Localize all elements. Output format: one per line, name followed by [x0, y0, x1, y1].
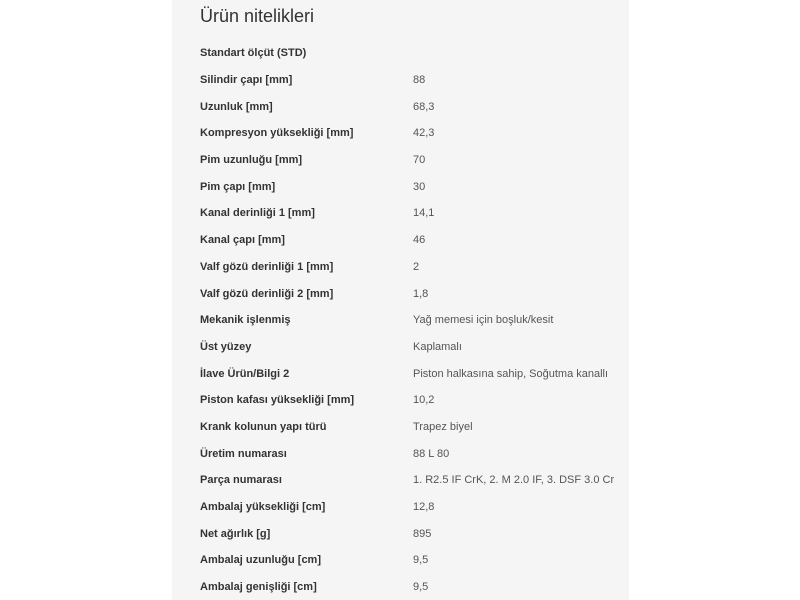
- spec-label: Net ağırlık [g]: [200, 527, 271, 540]
- spec-label: Standart ölçüt (STD): [200, 47, 307, 60]
- spec-row: [200, 574, 620, 600]
- spec-value: 30: [413, 180, 426, 193]
- spec-row: [200, 334, 620, 361]
- spec-label: Pim uzunluğu [mm]: [200, 154, 303, 167]
- spec-row: [200, 227, 620, 254]
- spec-row: [200, 547, 620, 574]
- spec-label: Kanal çapı [mm]: [200, 234, 285, 247]
- spec-row: [200, 93, 620, 120]
- spec-value: Trapez biyel: [413, 420, 473, 433]
- spec-row: [200, 440, 620, 467]
- spec-row: [200, 414, 620, 441]
- spec-row: [200, 173, 620, 200]
- spec-label: Uzunluk [mm]: [200, 100, 273, 113]
- spec-value: 88: [413, 74, 426, 87]
- spec-row: [200, 494, 620, 521]
- spec-value: 14,1: [413, 207, 435, 220]
- spec-value: 1. R2.5 IF CrK, 2. M 2.0 IF, 3. DSF 3.0 Cr: [413, 474, 615, 487]
- spec-value: 10,2: [413, 394, 435, 407]
- spec-row: [200, 360, 620, 387]
- spec-value: 68,3: [413, 100, 435, 113]
- spec-row: [200, 467, 620, 494]
- spec-label: Pim çapı [mm]: [200, 180, 276, 193]
- spec-label: Ambalaj yüksekliği [cm]: [200, 501, 326, 514]
- spec-label: Kompresyon yüksekliği [mm]: [200, 127, 354, 140]
- spec-value: 42,3: [413, 127, 435, 140]
- spec-label: Krank kolunun yapı türü: [200, 420, 327, 433]
- spec-label: Valf gözü derinliği 1 [mm]: [200, 260, 334, 273]
- spec-row: [200, 147, 620, 174]
- spec-label: İlave Ürün/Bilgi 2: [200, 367, 290, 380]
- spec-row: [200, 307, 620, 334]
- spec-value: 88 L 80: [413, 447, 450, 460]
- spec-row: [200, 200, 620, 227]
- spec-label: Ambalaj genişliği [cm]: [200, 581, 317, 594]
- spec-value: 12,8: [413, 501, 435, 514]
- spec-row: [200, 387, 620, 414]
- spec-row: [200, 520, 620, 547]
- section-title: Ürün nitelikleri: [200, 6, 315, 26]
- spec-value: 70: [413, 154, 426, 167]
- spec-label: Valf gözü derinliği 2 [mm]: [200, 287, 334, 300]
- spec-label: Piston kafası yüksekliği [mm]: [200, 394, 355, 407]
- spec-row: [200, 67, 620, 94]
- spec-value: 895: [413, 527, 432, 540]
- spec-value: Kaplamalı: [413, 340, 462, 353]
- spec-value: Yağ memesi için boşluk/kesit: [413, 314, 554, 327]
- spec-table: [200, 40, 620, 600]
- spec-label: Parça numarası: [200, 474, 282, 487]
- spec-value: Piston halkasına sahip, Soğutma kanallı: [413, 367, 609, 380]
- spec-label: Üst yüzey: [200, 340, 252, 353]
- spec-value: 2: [413, 260, 420, 273]
- spec-value: 9,5: [413, 554, 429, 567]
- spec-label: Ambalaj uzunluğu [cm]: [200, 554, 321, 567]
- spec-label: Mekanik işlenmiş: [200, 314, 291, 327]
- spec-value: 46: [413, 234, 426, 247]
- spec-label: Silindir çapı [mm]: [200, 74, 293, 87]
- spec-value: 1,8: [413, 287, 429, 300]
- spec-row: [200, 280, 620, 307]
- spec-row: [200, 120, 620, 147]
- spec-value: 9,5: [413, 581, 429, 594]
- spec-label: Üretim numarası: [200, 447, 287, 460]
- spec-label: Kanal derinliği 1 [mm]: [200, 207, 315, 220]
- spec-row: [200, 40, 620, 67]
- spec-row: [200, 254, 620, 281]
